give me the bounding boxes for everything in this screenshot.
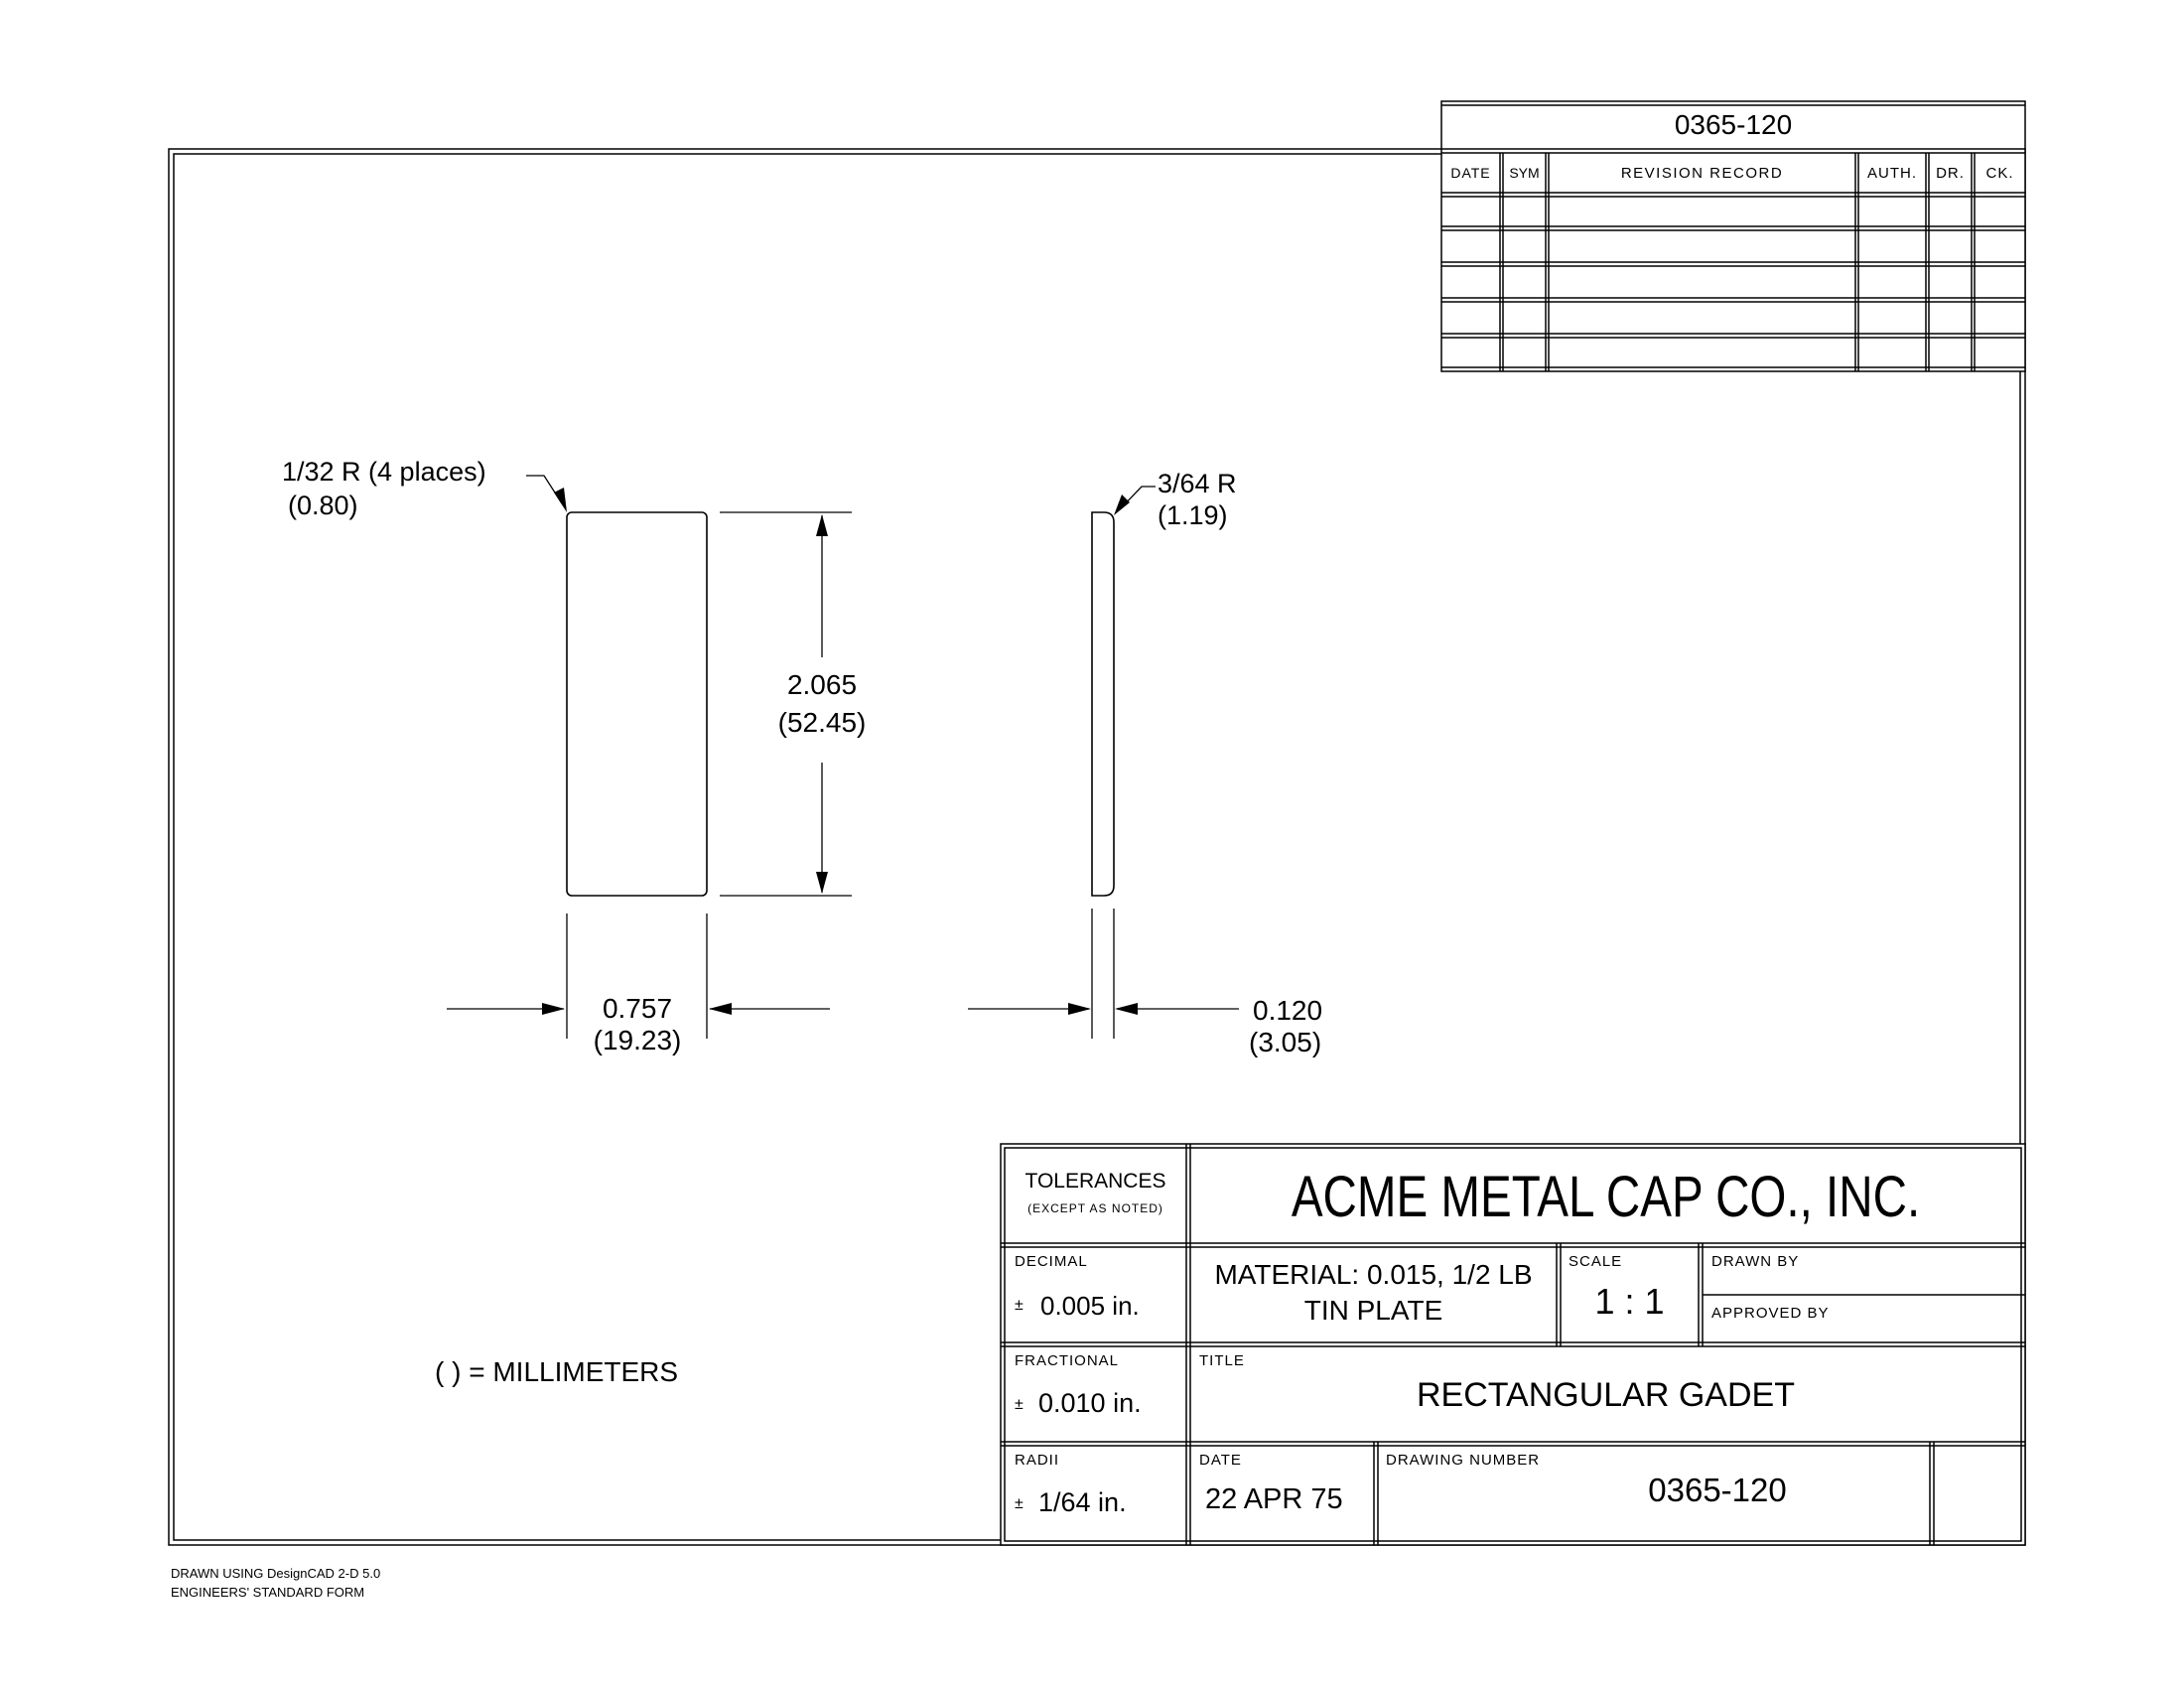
footer-software-note: DRAWN USING DesignCAD 2-D 5.0 xyxy=(171,1566,381,1581)
part-side-view xyxy=(1092,512,1114,896)
height-dimension-inch: 2.065 xyxy=(786,669,858,700)
drawing-number-label: DRAWING NUMBER xyxy=(1386,1452,1541,1469)
revision-header-dr: DR. xyxy=(1936,165,1965,182)
material-line-2: TIN PLATE xyxy=(1303,1295,1443,1326)
radius-leaders xyxy=(526,476,1156,509)
part-front-view xyxy=(567,512,707,896)
drawing-title: RECTANGULAR GADET xyxy=(1417,1376,1795,1414)
decimal-plus-minus: ± xyxy=(1015,1297,1024,1314)
dimension-lines xyxy=(447,515,1239,1009)
decimal-label: DECIMAL xyxy=(1015,1253,1088,1270)
thickness-dimension-mm: (3.05) xyxy=(1249,1027,1322,1057)
fractional-plus-minus: ± xyxy=(1015,1396,1024,1413)
decimal-tolerance-value: 0.005 in. xyxy=(1040,1291,1140,1321)
radii-label: RADII xyxy=(1015,1452,1060,1469)
revision-header-auth: AUTH. xyxy=(1867,165,1917,182)
drawing-number: 0365-120 xyxy=(1648,1472,1787,1508)
revision-header-ck: CK. xyxy=(1985,165,2014,182)
units-note: ( ) = MILLIMETERS xyxy=(435,1356,679,1387)
material-line-1: MATERIAL: 0.015, 1/2 LB xyxy=(1214,1259,1533,1290)
scale-value: 1 : 1 xyxy=(1594,1281,1665,1322)
scale-label: SCALE xyxy=(1569,1253,1623,1270)
width-dimension-inch: 0.757 xyxy=(602,993,673,1024)
revision-table-lines xyxy=(1441,101,2025,371)
thickness-dimension-inch: 0.120 xyxy=(1253,995,1323,1026)
revision-drawing-number: 0365-120 xyxy=(1674,109,1793,140)
revision-header-sym: SYM xyxy=(1509,165,1540,181)
except-as-noted-label: (EXCEPT AS NOTED) xyxy=(1027,1201,1163,1215)
date-label: DATE xyxy=(1199,1452,1242,1469)
fractional-tolerance-value: 0.010 in. xyxy=(1038,1388,1142,1418)
edge-radius-label: 3/64 R xyxy=(1158,469,1237,498)
drawing-date: 22 APR 75 xyxy=(1205,1483,1343,1515)
radius-leader-arrowheads xyxy=(554,488,1130,515)
height-dimension-mm: (52.45) xyxy=(777,707,867,738)
revision-header-record: REVISION RECORD xyxy=(1620,165,1784,182)
dimension-arrowheads xyxy=(542,514,1138,1015)
title-label: TITLE xyxy=(1199,1352,1245,1369)
approved-by-label: APPROVED BY xyxy=(1711,1305,1830,1322)
extension-lines xyxy=(567,512,1114,1039)
tolerances-label: TOLERANCES xyxy=(1024,1170,1166,1193)
width-dimension-mm: (19.23) xyxy=(593,1025,682,1055)
radii-plus-minus: ± xyxy=(1015,1495,1024,1512)
radii-tolerance-value: 1/64 in. xyxy=(1038,1487,1127,1517)
footer-form-note: ENGINEERS' STANDARD FORM xyxy=(171,1585,365,1600)
fractional-label: FRACTIONAL xyxy=(1015,1352,1120,1369)
corner-radius-label: 1/32 R (4 places) xyxy=(282,457,486,487)
corner-radius-mm: (0.80) xyxy=(288,491,358,520)
company-name: ACME METAL CAP CO., INC. xyxy=(1291,1165,1921,1229)
drawn-by-label: DRAWN BY xyxy=(1711,1253,1800,1270)
revision-header-date: DATE xyxy=(1450,165,1491,181)
edge-radius-mm: (1.19) xyxy=(1158,500,1228,530)
